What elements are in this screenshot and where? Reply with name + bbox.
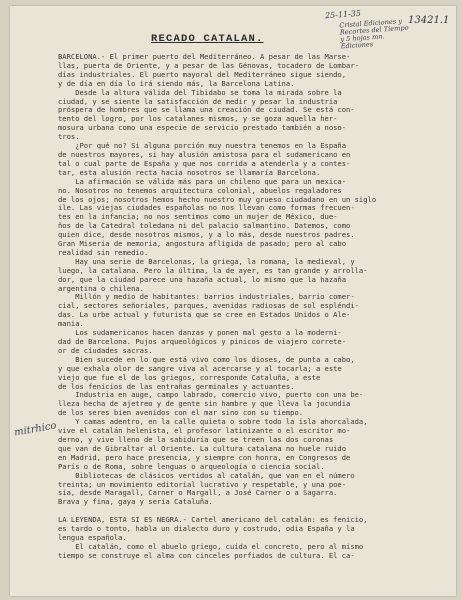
text-line: tros. <box>58 132 80 142</box>
text-line: y que exhala olor de sangre viva al acercarse y al tocarla; a este <box>58 363 342 373</box>
text-line: LA LEYENDA, ESTA SI ES NEGRA.- Cartel americano del catalán: es fenicio, <box>58 515 368 525</box>
text-line: dor, que la ciudad parece una hazaña actual, lo mismo que la hazaña <box>58 274 347 284</box>
handwritten-margin-note: mitrhico <box>13 420 58 439</box>
text-line: lengua española. <box>58 532 127 542</box>
text-line: mosura urbana como una especie de servicio prestado también a noso- <box>58 123 347 133</box>
text-line: ile. Las viejas ciudades españolas no nos llevan como formas frecuen- <box>58 203 355 213</box>
text-line: de nuestros mayores, si hay alusión amistosa para el sudamericano en <box>58 149 351 159</box>
text-line: es tardo o tonto, habla un dialecto duro y costrudo, odia España y la <box>58 524 355 534</box>
text-line: La afirmación se válida más para un chileno que para un mexica- <box>58 176 347 186</box>
text-line: y de día en día lo irá siendo más, la Barcelona Latina. <box>58 78 295 88</box>
text-line: en Madrid, pero hace presencia, y siempre con honra, en Congresos de <box>58 452 351 462</box>
text-line: tes en la infancia; no nos sentimos como un mujer de México, due- <box>58 212 338 222</box>
text-line: Bien sucede en lo que está vivo como los dioses, de punta a cabo, <box>58 354 355 364</box>
text-line: sía, desde Maragall, Carner o Margall, a José Carner o a Sagarra. <box>58 488 338 498</box>
text-line: realidad sin remedio. <box>58 247 149 257</box>
text-line: Brava y fina, gaya y seria Cataluña. <box>58 497 213 507</box>
text-line: tar, esta alusión recta hacia nosotros se llamaría Barcelona. <box>58 167 321 177</box>
text-line: ¿Por qué no? Si alguna porción muy nuestra tenemos en la España <box>58 141 347 151</box>
text-line: Gran Miseria de memoria, angostura afligida de pasado; pero al cabo <box>58 239 347 249</box>
text-line: Desde la altura válida del Tibidabo se toma la mirada sobre la <box>58 87 342 97</box>
text-line: París o de Roma, sobre lenguas o arqueología o ciencia social. <box>58 461 325 471</box>
text-line: vive el catalán helenista, el profesor latinizante o el escritor mo- <box>58 426 351 436</box>
text-line: BARCELONA.- El primer puerto del Mediterráneo. A pesar de las Marse- <box>58 52 351 61</box>
text-line: treinta; un movimiento editorial lucrativo y respetable, y una poe- <box>58 479 347 489</box>
text-line: derno, y vive lleno de la sabiduría que se treen las dos coronas <box>58 434 334 444</box>
text-line: llas, puerta de Oriente, y a pesar de las Génovas, tocadero de Lombar- <box>58 60 359 70</box>
text-line: no. Nosotros no tenemos arquitectura colonial, abuelos regaladores <box>58 185 342 195</box>
text-line: ños de la Catedral toledana ni del palacio salmantino. Datemos, como <box>58 221 351 231</box>
text-line: días industriales. El puerto mayoral del Mediterráneo sigue siendo, <box>58 69 347 79</box>
text-line: lleza hecha de ajetreo y de gente sin hambre y que lleva la jocundia <box>58 399 351 409</box>
text-line: dad de Barcelona. Pujos arqueológicos y pinicos de viajero correte- <box>58 337 347 346</box>
text-line: das. La urbe actual y futurista que se cree en Estados Unidos o Ale- <box>58 310 351 320</box>
document-title: RECADO CATALAN. <box>151 33 264 45</box>
text-line: or de ciudades sacras. <box>58 345 153 355</box>
text-line: Millón y medio de habitantes: barrios industriales, barrio comer- <box>58 292 355 302</box>
typewritten-body <box>58 53 458 561</box>
text-line: tiempo se construye el alma con cinceles porfiados de cultura. El ca- <box>58 550 355 560</box>
text-line: Industria en auge, campo labrado, comercio vivo, puerto con una be- <box>58 390 364 400</box>
text-line: de los ojos; nosotros hemos hecho nuestro muy grueso ciudadano en un siglo <box>58 194 377 204</box>
handwritten-date: 25-11-35 <box>324 8 362 21</box>
text-line: Los sudamericanos hacen danzas y ponen mal gesto a la moderni- <box>58 328 342 338</box>
text-line: Hay una serie de Barcelonas, la griega, la romana, la medieval, y <box>58 256 355 266</box>
text-line: ciudad, y se siente la satisfacción de medir y pesar la industria <box>58 96 338 106</box>
text-line: que van de Gibraltar al Oriente. La cultura catalana no huele ruido <box>58 443 347 453</box>
text-line: tento del logro, por los catalanes mismos, y se goza aquella her- <box>58 114 338 124</box>
text-line: cial, sectores señoriales, parques, avenidas radiosas de sol espléndi- <box>58 301 359 311</box>
text-line: argentina o chilena. <box>58 283 144 293</box>
text-line: tal o cual parte de España y que nos corrida a atenderla y a contes- <box>58 158 351 168</box>
text-line: próspera de hombres que se llama una creación de ciudad. Se está con- <box>58 105 355 115</box>
text-line: de los seres bien avenidos con el mar sino con su tiempo. <box>58 408 304 418</box>
text-line: viejo que fue el de los griegos, corresponde Cataluña, a este <box>58 372 321 382</box>
text-line: de los fenicios de las entrañas germinales y actuantes. <box>58 381 295 391</box>
document-page <box>10 6 456 596</box>
text-line: luego, la catalana. Pero la última, la de ayer, es tan grande y arrolla- <box>58 265 368 275</box>
text-line: El catalán, como el abuelo griego, cuida el concreto, pero al mismo <box>58 541 364 551</box>
text-line: Y camas adentro, en la calle quieta o sobre todo la isla ahorcalada, <box>58 417 368 427</box>
text-line: mania. <box>58 319 84 329</box>
text-line: Bibliotecas de clásicos vertidos al catalán, que van en el número <box>58 470 355 480</box>
handwritten-catalog-number: 13421.1 <box>408 15 450 26</box>
text-line: quien dice, desde nosotros mismos, y a lo más, desde nuestros padres. <box>58 230 355 240</box>
handwritten-note: Cristal Ediciones y Recortes del Tiempo y 5 hojas mn. Ediciones <box>339 17 409 51</box>
